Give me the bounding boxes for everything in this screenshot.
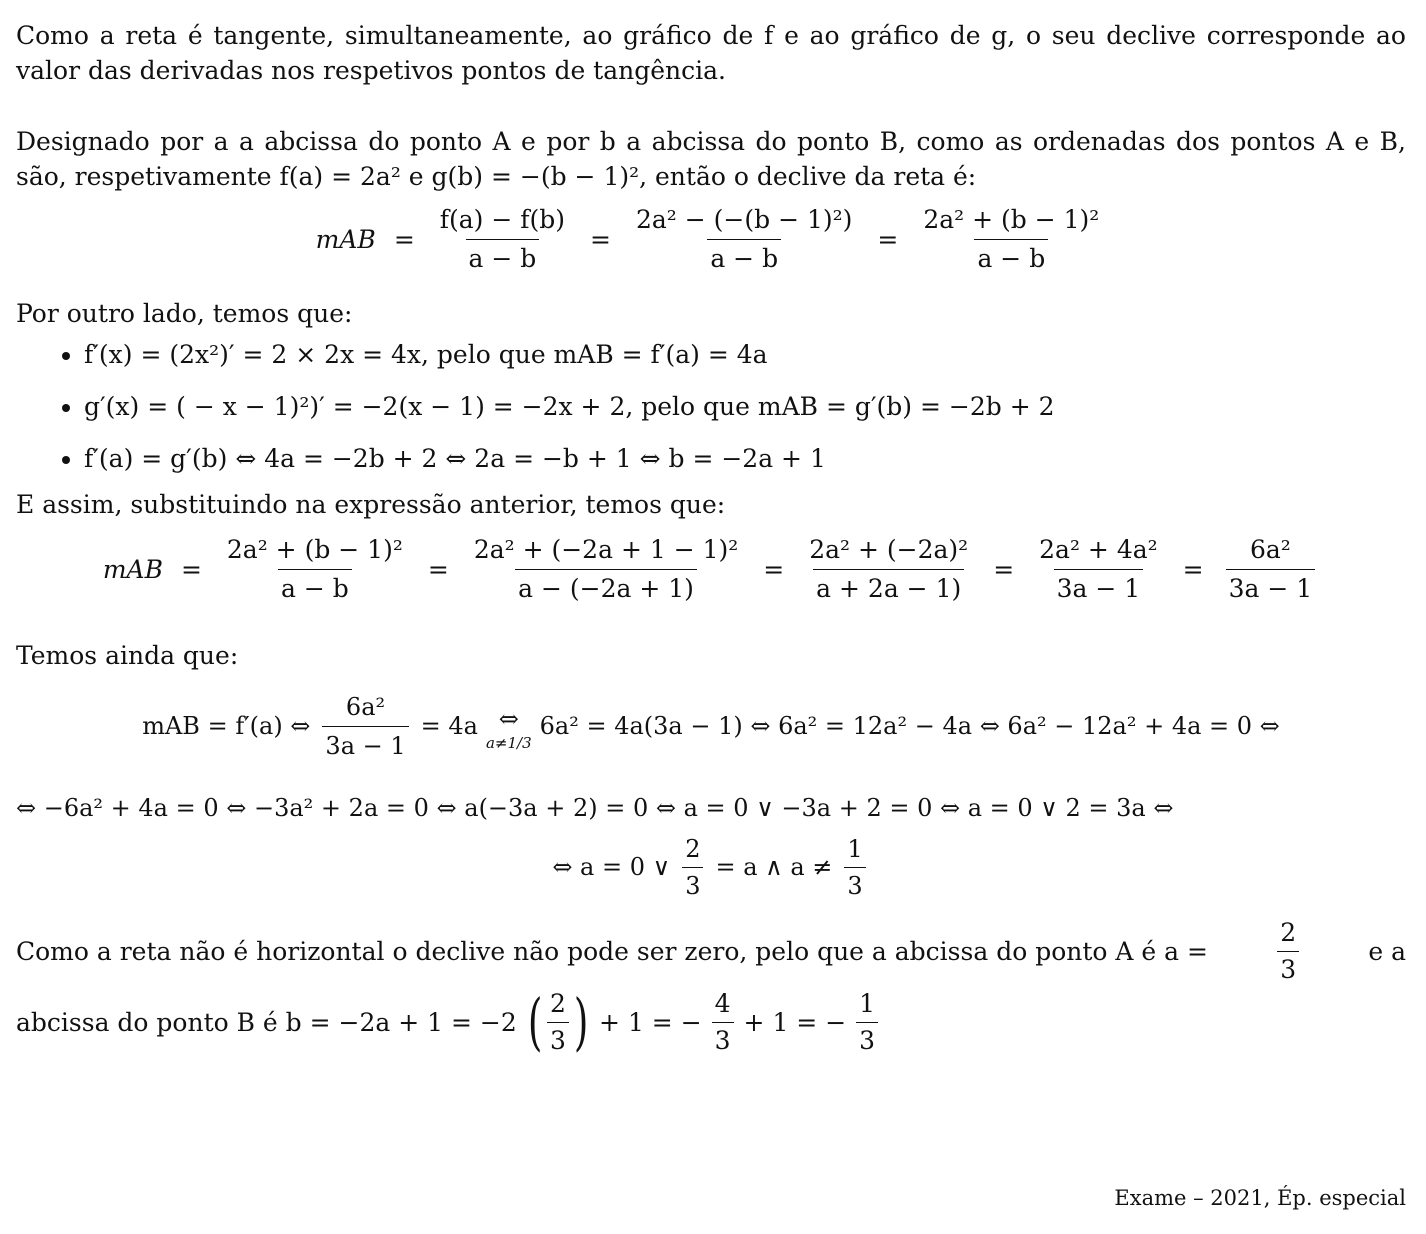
fraction: $\frac{1}{3}$ (844, 834, 865, 901)
fraction: $\frac{\text{2a² + 4a²}}{3a - 1}$ (1039, 535, 1158, 603)
equation-solve-line-1: mAB = f′(a) ⇔ $\frac{\text{6a²}}{3a - 1}$ = 4a ⇔ a≠1/3 6a² = 4a(3a − 1) ⇔ 6a² = 12a² − 4a ⇔ 6a² − 12a² + 4a = 0 ⇔ (142, 693, 1280, 760)
fraction: $\frac{f(a) - f(b)}{a - b}$ (439, 205, 566, 273)
equation-solve-line-3: ⇔ a = 0 ∨ $\frac{2}{3}$ = a ∧ a ≠ $\frac{1}{3}$ (16, 834, 1406, 908)
fraction: $\frac{1}{3}$ (856, 989, 878, 1056)
fraction: $\frac{\text{2a² + (−2a)²}}{a + 2a - 1)}$ (809, 535, 969, 603)
lead-other-side: Por outro lado, temos que: (16, 299, 353, 328)
fraction: $\frac{\text{6a²}}{3a - 1}$ (1226, 534, 1316, 605)
fraction: $\frac{\text{2a² − (−(b − 1)²)}}{a - b}$ (636, 205, 853, 273)
list-item: • f′(x) = (2x²)′ = 2 × 2x = 4x, pelo que mAB = f′(a) = 4a (84, 337, 1406, 373)
equation-substitution: mAB = $\frac{\text{2a² + (b − 1)²}}{a - b}$ = $\frac{\text{2a² + (−2a + 1 − 1)²}}{a - (-2a + 1)}$ = $\frac{\text{2a² + (−2a)²}}{a + 2a - 1)}$ = $\frac{\text{2a² + 4a²}}{3a - 1}$ = $\frac{\text{6a²}}{3a - 1}$ (16, 534, 1406, 624)
fraction: $\frac{2}{3}$ (1277, 918, 1299, 985)
fraction: $\frac{2}{3}$ (547, 989, 569, 1056)
fraction: $\frac{\text{2a² + (b − 1)²}}{a - b}$ (923, 205, 1100, 273)
slope-lhs: mAB (315, 225, 376, 254)
fraction: $\frac{2}{3}$ (682, 834, 703, 901)
lead-substitution: E assim, substituindo na expressão anterior, temos que: (16, 490, 726, 519)
lead-still: Temos ainda que: (16, 641, 239, 670)
document (16, 18, 1406, 1058)
derivative-list (16, 337, 1406, 477)
intro-paragraph-1: Como a reta é tangente, simultaneamente, ao gráfico de f e ao gráfico de g, o seu declive corresponde ao valor das derivadas nos respetivos pontos de tangência. (16, 21, 1406, 85)
list-item: • g′(x) = ( − x − 1)²)′ = −2(x − 1) = −2x + 2, pelo que mAB = g′(b) = −2b + 2 (84, 389, 1406, 425)
source-caption: Exame – 2021, Ép. especial (1114, 1186, 1406, 1210)
fraction: $\frac{4}{3}$ (712, 989, 734, 1056)
equation-solve-line-2: ⇔ −6a² + 4a = 0 ⇔ −3a² + 2a = 0 ⇔ a(−3a + 2) = 0 ⇔ a = 0 ∨ −3a + 2 = 0 ⇔ a = 0 ∨ 2 = 3a ⇔ (16, 794, 1174, 822)
slope-lhs: mAB (102, 555, 163, 584)
fraction: $\frac{\text{6a²}}{3a - 1}$ (322, 691, 408, 762)
fraction: $\frac{\text{2a² + (b − 1)²}}{a - b}$ (226, 535, 403, 603)
conclusion: Como a reta não é horizontal o declive não pode ser zero, pelo que a abcissa do ponto A é a = $\frac{2}{3}$ e a abcissa do ponto B é b = −2a + 1 = −2 ( $\frac{2}{3}$ ) + 1 = − $\frac{4}{3}$ + 1 = − $\frac{1}{3}$ (16, 917, 1406, 1058)
equation-slope-definition: mAB = $\frac{f(a) - f(b)}{a - b}$ = $\frac{\text{2a² − (−(b − 1)²)}}{a - b}$ = $\frac{\text{2a² + (b − 1)²}}{a - b}$ (16, 204, 1406, 288)
fraction: $\frac{\text{2a² + (−2a + 1 − 1)²}}{a - (-2a + 1)}$ (473, 535, 739, 603)
list-item: • f′(a) = g′(b) ⇔ 4a = −2b + 2 ⇔ 2a = −b + 1 ⇔ b = −2a + 1 (84, 441, 1406, 477)
intro-paragraph-2: Designado por a a abcissa do ponto A e por b a abcissa do ponto B, como as ordenadas dos pontos A e B, são, respetivamente f(a) = 2a² e g(b) = −(b − 1)², então o declive da reta é: (16, 127, 1406, 191)
conditional-equivalence: ⇔ a≠1/3 (485, 705, 532, 752)
